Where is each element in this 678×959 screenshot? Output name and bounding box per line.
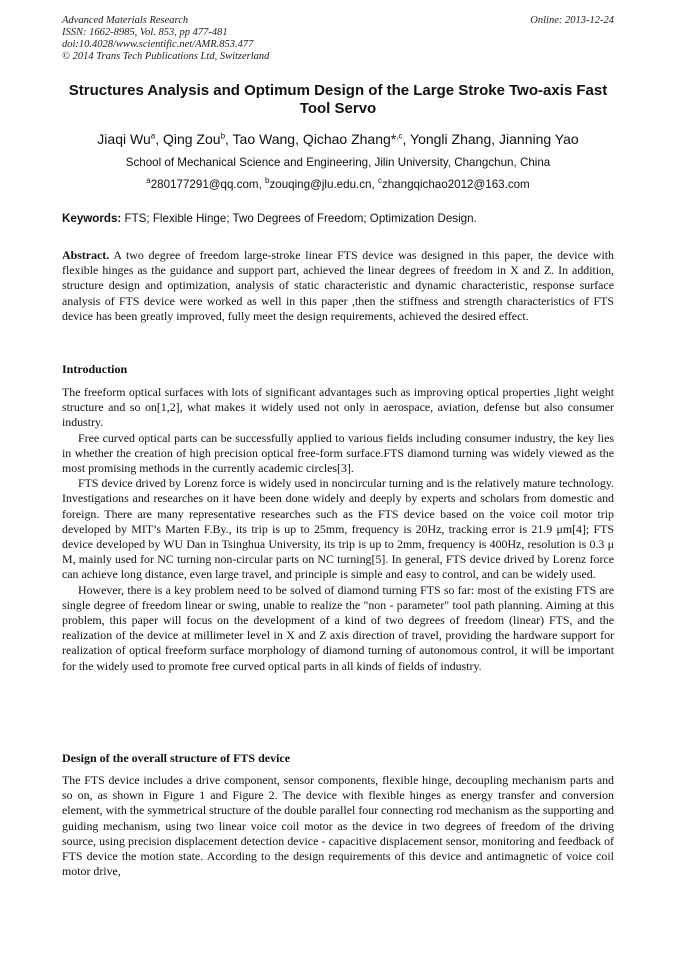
author: Jianning Yao [499, 131, 579, 147]
author: Tao Wang [232, 131, 296, 147]
author: Jiaqi Wu$^a$ [97, 131, 156, 147]
issn: ISSN: 1662-8985, Vol. 853, pp 477-481 [62, 27, 228, 38]
affiliation: School of Mechanical Science and Engineering, Jilin University, Changchun, China [125, 156, 551, 169]
publication-header [62, 15, 269, 63]
keywords [62, 212, 614, 226]
paragraph: FTS device drived by Lorenz force is widely used in noncircular turning and is the relatively mature technology. Investigations and researches on it have been done widely and deeply by experts and scholars from domestic and foreign. There are many representative researches such as the FTS device based on the voice coil motor trip developed by MIT’s Marten F.By., its trip is up to 25mm, frequency is 20Hz, tracking error is 21.9 μm[4]; FTS device developed by WU Dan in Tsinghua University, its trip is up to 2mm, frequency is 400Hz, resolution is 0.3 μ M, mainly used for NC turning non-circular parts on NC turning[5]. In general, FTS device drived by Lorenz force can achieve long distance, even large travel, and principle is simple and easy to control, and can be widely used. [62, 476, 614, 582]
email-list: $^a$280177291@qq.com, $^b$zouqing@jlu.edu.cn, $^c$zhangqichao2012@163.com [146, 176, 530, 191]
doi: doi:10.4028/www.scientific.net/AMR.853.477 [62, 39, 254, 50]
introduction-heading: Introduction [62, 362, 128, 376]
author: Qing Zou$^b$ [162, 131, 226, 147]
email: $^c$zhangqichao2012@163.com [377, 176, 530, 191]
design-heading: Design of the overall structure of FTS device [62, 751, 291, 765]
author: Yongli Zhang [410, 131, 492, 147]
copyright: © 2014 Trans Tech Publications Ltd, Switzerland [62, 51, 270, 62]
abstract [62, 248, 614, 324]
journal-name: Advanced Materials Research [62, 15, 189, 26]
paragraph: The FTS device includes a drive component, sensor components, flexible hinge, decoupling mechanism parts and so on, as shown in Figure 1 and Figure 2. The device with flexible hinges as energy transfer and conversion element, with the symmetrical structure of the double parallel four connecting rod mechanism as the supporting and guiding mechanism, using two linear voice coil motor as the device in two degrees of freedom of the driving source, using precision displacement detection device - capacitive displacement sensor, monitoring and feedback of FTS device the motion state. According to the design requirements of this device and antimagnetic of voice coil motor drive, [62, 773, 614, 879]
email: $^a$280177291@qq.com [146, 176, 259, 191]
author: Qichao Zhang*$^{,c}$ [302, 131, 403, 147]
paragraph: The freeform optical surfaces with lots of significant advantages such as improving optical properties ,light weight structure and so on[1,2], what makes it widely used not only in aerospace, aviation, defense but also consumer industry. [62, 385, 614, 430]
paragraph: Free curved optical parts can be successfully applied to various fields including consumer industry, the key lies in whether the creation of high precision optical free-form surface.FTS diamond turning was widely viewed as the most promising methods in the currently academic circles[3]. [62, 430, 614, 476]
abstract-label: Abstract. [62, 248, 110, 262]
email: $^b$zouqing@jlu.edu.cn [265, 176, 372, 191]
introduction-body [62, 385, 614, 674]
author-list: Jiaqi Wu$^a$, Qing Zou$^b$, Tao Wang, Qichao Zhang*$^{,c}$, Yongli Zhang, Jianning Yao [97, 131, 579, 147]
paper-title: Structures Analysis and Optimum Design of the Large Stroke Two-axis Fast Tool Servo [68, 82, 608, 117]
keywords-label: Keywords: [62, 212, 122, 225]
design-body [62, 773, 614, 879]
paragraph: However, there is a key problem need to be solved of diamond turning FTS so far: most of the existing FTS are single degree of freedom linear or swing, unable to realize the "non - parameter" tool path planning. Aiming at this problem, this paper will focus on the development of a kind of two degrees of freedom (linear) FTS, and the realization of the device at millimeter level in X and Z axis direction of travel, providing the hardware support for realization of optical freeform surface morphology of diamond turning of autonomous control, it will be important for the widely used to promote free curved optical parts in all kinds of fields of industry. [62, 582, 614, 673]
online-date: Online: 2013-12-24 [530, 15, 614, 26]
keywords-text: FTS; Flexible Hinge; Two Degrees of Freedom; Optimization Design. [124, 212, 477, 225]
abstract-text: A two degree of freedom large-stroke linear FTS device was designed in this paper, the device with flexible hinges as the guidance and support part, achieved the linear degrees of freedom in X and Z. In addition, structure design and optimization, analysis of static characteristic and dynamic characteristic, response surface analysis of FTS device were worked as well in this paper ,then the stiffness and strength characteristics of FTS device has been greatly improved, fully meet the design requirements, achieved the desired effect. [62, 248, 614, 323]
